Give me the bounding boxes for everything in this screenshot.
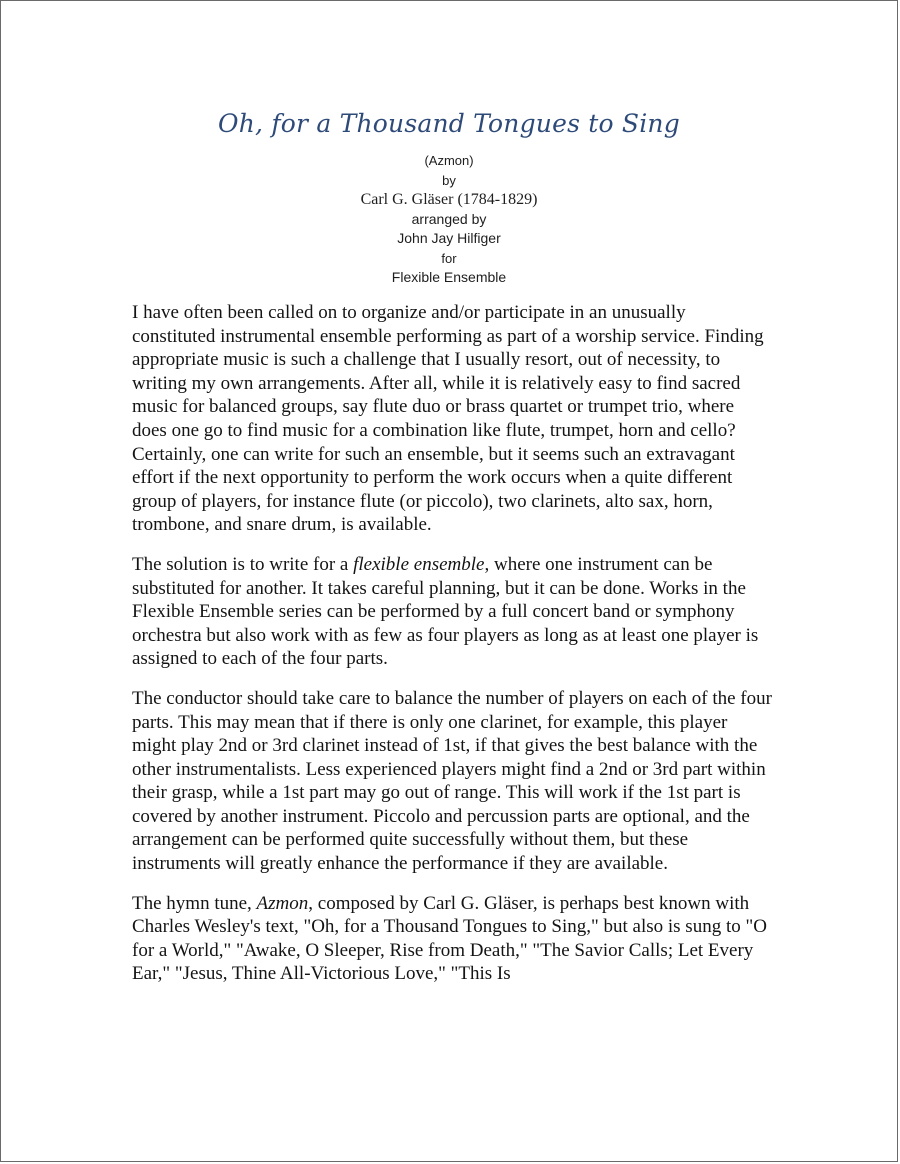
paragraph-hymn-start: The hymn tune, [132,892,257,914]
ensemble-name: Flexible Ensemble [391,269,507,285]
for-label: for [441,250,457,266]
page-title: Oh, for a Thousand Tongues to Sing [218,109,680,138]
paragraph-hymn-end: , composed by Carl G. Gläser, is perhaps best known with Charles Wesley's text, "Oh, for a Thousand Tongues to Sing," but also is sung to "O for a World," "Awake, O Sleeper, Rise from Death," "The Savior Calls; Let Every Ear," "Jesus, Thine All-Victorious Love," "This Is [132,892,767,985]
tune-name: (Azmon) [424,153,474,168]
paragraph-solution-end: , where one instrument can be substituted for another. It takes careful planning, but it can be done. Works in the Flexible Ensemble series can be performed by a full concert band or symphony orchestra but also work with as few as four players as long as at least one player is assigned to each of the four parts. [132,553,759,670]
paragraph-conductor: The conductor should take care to balance the number of players on each of the four parts. This may mean that if there is only one clarinet, for example, this player might play 2nd or 3rd clarinet instead of 1st, if that gives the best balance with the other instrumentalists. Less experienced players might find a 2nd or 3rd part within their grasp, while a 1st part may go out of range. This will work if the 1st part is covered by another instrument. Piccolo and percussion parts are optional, and the arrangement can be performed quite successfully without them, but these instruments will greatly enhance the performance if they are available. [132,687,772,875]
paragraph-hymn-tune [132,892,772,986]
paragraph-solution-emphasis: flexible ensemble [353,553,485,575]
paragraph-intro: I have often been called on to organize and/or participate in an unusually constituted instrumental ensemble performing as part of a worship service. Finding appropriate music is such a challenge that I usually resort, out of necessity, to writing my own arrangements. After all, while it is relatively easy to find sacred music for balanced groups, say flute duo or brass quartet or trumpet trio, where does one go to find music for a combination like flute, trumpet, horn and cello? Certainly, one can write for such an ensemble, but it seems such an extravagant effort if the next opportunity to perform the work occurs when a quite different group of players, for instance flute (or piccolo), two clarinets, alto sax, horn, trombone, and snare drum, is available. [132,302,764,536]
paragraph-solution [132,553,772,671]
paragraph-solution-start: The solution is to write for a [132,553,354,575]
composer-name: Carl G. Gläser (1784-1829) [360,191,538,208]
body-text [132,301,772,1002]
paragraph-hymn-emphasis: Azmon [256,892,309,914]
by-label: by [442,172,456,188]
arranger-name: John Jay Hilfiger [397,230,501,246]
title-block [1,103,897,288]
arranged-by-label: arranged by [411,210,487,227]
